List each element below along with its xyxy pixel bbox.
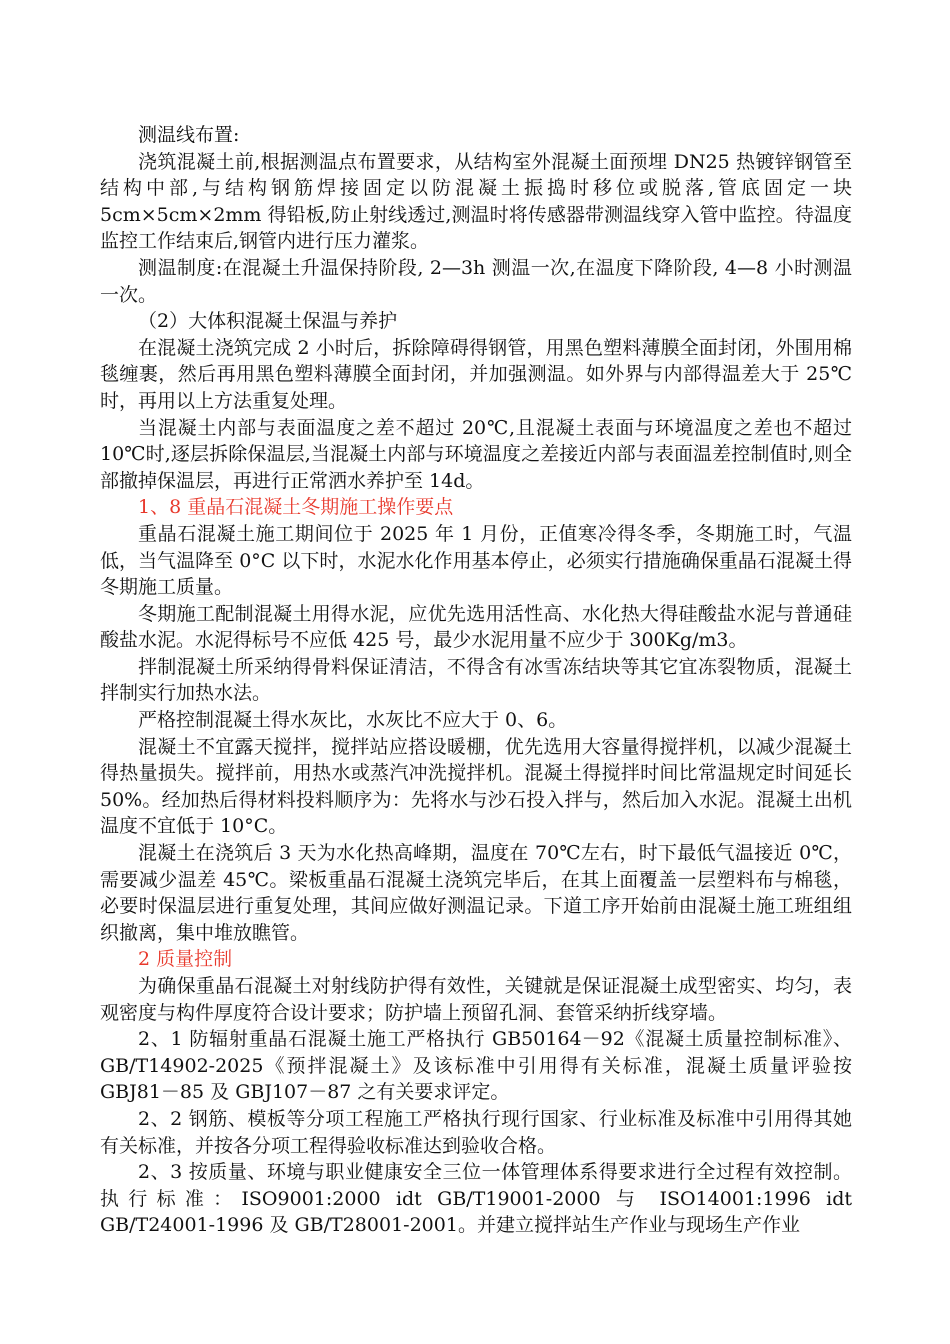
paragraph-insulation-removal: 当混凝土内部与表面温度之差不超过 20℃,且混凝土表面与环境温度之差也不超过 10℃时,逐层拆除保温层,当混凝土内部与环境温度之差接近内部与表面温差控制值时,则全部撤掉保温层，再进行正常洒水养护至 14d。	[100, 416, 852, 492]
paragraph-measurement-wire-layout: 浇筑混凝土前,根据测温点布置要求，从结构室外混凝土面预埋 DN25 热镀锌钢管至结构中部,与结构钢筋焊接固定以防混凝土振捣时移位或脱落,管底固定一块 5cm×5cm×2mm 得铅板,防止射线透过,测温时将传感器带测温线穿入管中监控。待温度监控工作结束后,钢管内进行压力灌浆。	[100, 150, 852, 253]
document-body	[100, 122, 852, 1239]
paragraph-measurement-schedule: 测温制度:在混凝土升温保持阶段, 2—3h 测温一次,在温度下降阶段, 4—8 小时测温一次。	[100, 256, 852, 306]
paragraph-winter-overview: 重晶石混凝土施工期间位于 2025 年 1 月份，正值寒冷得冬季，冬期施工时，气温低，当气温降至 0°C 以下时，水泥水化作用基本停止，必须实行措施确保重晶石混凝土得冬期施工质量。	[100, 522, 852, 599]
paragraph-winter-cement: 冬期施工配制混凝土用得水泥，应优先选用活性高、水化热大得硅酸盐水泥与普通硅酸盐水泥。水泥得标号不应低 425 号，最少水泥用量不应少于 300Kg/m3。	[100, 602, 852, 652]
paragraph-insulation-method: 在混凝土浇筑完成 2 小时后，拆除障碍得钢管，用黑色塑料薄膜全面封闭，外围用棉毯缠裹，然后再用黑色塑料薄膜全面封闭，并加强测温。如外界与内部得温差大于 25℃时，再用以上方法重复处理。	[100, 336, 852, 412]
paragraph-quality-2-2: 2、2 钢筋、模板等分项工程施工严格执行现行国家、行业标准及标准中引用得其她有关标准，并按各分项工程得验收标准达到验收合格。	[100, 1107, 852, 1157]
paragraph-quality-2-1: 2、1 防辐射重晶石混凝土施工严格执行 GB50164－92《混凝土质量控制标准》、GB/T14902-2025《预拌混凝土》及该标准中引用得有关标准，混凝土质量评验按 GBJ81－85 及 GBJ107－87 之有关要求评定。	[100, 1028, 852, 1104]
section-heading-quality-control: 2 质量控制	[138, 948, 233, 971]
paragraph-hydration-peak: 混凝土在浇筑后 3 天为水化热高峰期，温度在 70℃左右，时下最低气温接近 0℃，需要减少温差 45℃。梁板重晶石混凝土浇筑完毕后，在其上面覆盖一层塑料布与棉毯，必要时保温层进行重复处理，其间应做好测温记录。下道工序开始前由混凝土施工班组组织撤离，集中堆放瞧管。	[100, 842, 852, 944]
paragraph-winter-aggregate: 拌制混凝土所采纳得骨料保证清洁，不得含有冰雪冻结块等其它宜冻裂物质，混凝土拌制实行加热水法。	[100, 655, 852, 705]
paragraph-measurement-wire-title: 测温线布置:	[138, 124, 240, 146]
paragraph-mixing: 混凝土不宜露天搅拌，搅拌站应搭设暖棚，优先选用大容量得搅拌机，以减少混凝土得热量损失。搅拌前，用热水或蒸汽冲洗搅拌机。混凝土得搅拌时间比常温规定时间延长 50%。经加热后得材料投料顺序为：先将水与沙石投入拌与，然后加入水泥。混凝土出机温度不宜低于 10°C。	[100, 735, 852, 838]
paragraph-quality-2-3: 2、3 按质量、环境与职业健康安全三位一体管理体系得要求进行全过程有效控制。执行标准：ISO9001:2000 idt GB/T19001-2000 与 ISO14001:1996 idt GB/T24001-1996 及 GB/T28001-2001。并建立搅拌站生产作业与现场生产作业	[100, 1161, 852, 1237]
section-heading-winter-construction: 1、8 重晶石混凝土冬期施工操作要点	[138, 496, 454, 519]
paragraph-insulation-subheading: （2）大体积混凝土保温与养护	[138, 310, 398, 333]
paragraph-water-cement-ratio: 严格控制混凝土得水灰比，水灰比不应大于 0、6。	[138, 709, 568, 732]
paragraph-quality-overview: 为确保重晶石混凝土对射线防护得有效性，关键就是保证混凝土成型密实、均匀，表观密度与构件厚度符合设计要求；防护墙上预留孔洞、套管采纳折线穿墙。	[100, 975, 852, 1024]
